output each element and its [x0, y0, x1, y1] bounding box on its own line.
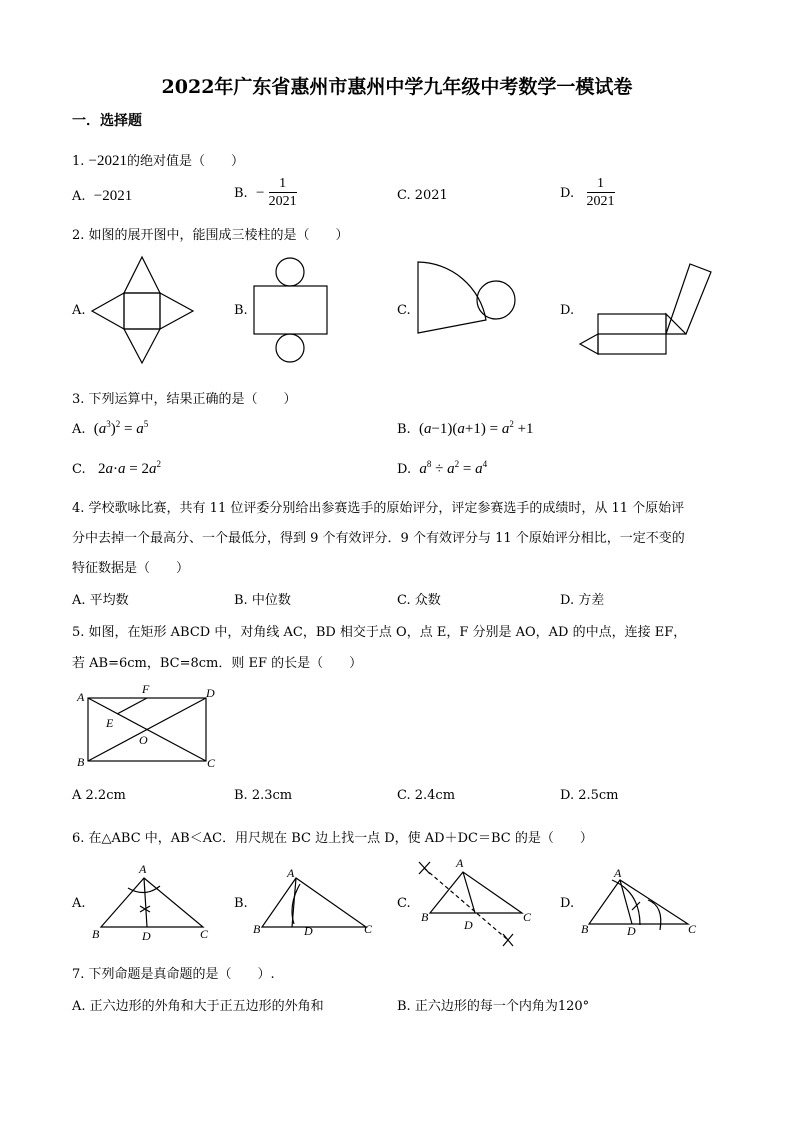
q4-option-c: C. 众数 [397, 593, 441, 608]
q1-option-a-value: −2021 [93, 188, 133, 204]
q5-label-f: F [142, 682, 150, 696]
q1-expression: −2021 [88, 153, 128, 169]
q4-option-a: A. 平均数 [72, 593, 129, 608]
q6c-label-b: B [421, 910, 429, 924]
q5-line1: 5. 如图，在矩形 ABCD 中，对角线 AC，BD 相交于点 O，点 E，F 分别是 AO，AD 的中点，连接 EF， [72, 625, 687, 640]
q6c-label-d: D [464, 918, 473, 932]
q3-option-a-expr: $(a^3)^2 = a^5$ [93, 419, 149, 437]
q5-line2: 若 AB=6cm，BC=8cm．则 EF 的长是（ ） [72, 656, 363, 671]
q1-b-denominator: 2021 [268, 194, 297, 209]
q2-option-a-label: A. [72, 303, 86, 318]
q5-label-o: O [139, 733, 148, 747]
q6b-label-b: B [253, 922, 261, 936]
q6-figure-a [101, 878, 203, 927]
q6-figure-c [419, 862, 522, 946]
q2-option-b-label: B. [234, 303, 248, 318]
q1-option-a-label: A. [72, 189, 86, 204]
q3-option-d-label: D. [397, 462, 412, 477]
q7-stem: 7. 下列命题是真命题的是（ ）. [72, 967, 275, 982]
q4-line1: 4. 学校歌咏比赛，共有 11 位评委分别给出参赛选手的原始评分，评定参赛选手的成绩时，从 11 个原始评 [72, 501, 685, 516]
q4-option-b: B. 中位数 [234, 593, 291, 608]
q6d-label-c: C [688, 922, 697, 936]
q5-label-b: B [77, 755, 85, 769]
q6c-label-a: A [456, 856, 464, 870]
page-title: 2022年广东省惠州市惠州中学九年级中考数学一模试卷 [161, 76, 633, 98]
q6b-label-a: A [287, 866, 295, 880]
section-heading: 一．选择题 [72, 113, 142, 129]
q6-option-b-label: B. [234, 896, 248, 911]
q6b-label-d: D [304, 924, 313, 938]
q6a-label-b: B [92, 927, 100, 941]
q6d-label-a: A [614, 866, 622, 880]
q5-label-e: E [106, 716, 114, 730]
q6-option-d-label: D. [560, 896, 575, 911]
q5-label-a: A [77, 690, 85, 704]
q4-line2: 分中去掉一个最高分、一个最低分，得到 9 个有效评分．9 个有效评分与 11 个原始评分相比，一定不变的 [72, 531, 685, 546]
q3-option-a-label: A. [72, 422, 86, 437]
q6-figure-b [262, 878, 366, 927]
q2-option-d-label: D. [560, 303, 575, 318]
q6a-label-a: A [139, 862, 147, 876]
q5-label-d: D [206, 686, 215, 700]
q3-stem: 3. 下列运算中，结果正确的是（ ） [72, 392, 297, 407]
q6c-label-c: C [523, 910, 532, 924]
q6d-label-d: D [627, 924, 636, 938]
q3-option-d-expr: $a^8 \div a^2 = a^4$ [419, 459, 488, 477]
q4-option-d: D. 方差 [560, 593, 605, 608]
q7-option-a: A. 正六边形的外角和大于正五边形的外角和 [72, 999, 324, 1014]
q1-d-numerator: 1 [587, 176, 615, 193]
q1-option-d-label: D. [560, 186, 575, 201]
q6-option-a-label: A. [72, 896, 86, 911]
q2-option-c-label: C. [397, 303, 411, 318]
q6-figure-d [589, 880, 688, 930]
q1-option-b-label: B. [234, 186, 248, 201]
q3-option-c-expr: $2a\cdot a = 2a^2$ [98, 459, 161, 477]
q5-option-a: A 2.2cm [72, 788, 126, 803]
q5-option-c: C. 2.4cm [397, 788, 456, 803]
q6-stem: 6. 在△ABC 中，AB＜AC．用尺规在 BC 边上找一点 D，使 AD＋DC＝BC 的是（ ） [72, 831, 593, 846]
q6a-label-d: D [142, 929, 151, 943]
q6d-label-b: B [581, 922, 589, 936]
q6a-label-c: C [200, 927, 209, 941]
q5-option-b: B. 2.3cm [234, 788, 293, 803]
q3-option-b-label: B. [397, 422, 411, 437]
q6b-label-c: C [364, 922, 373, 936]
q4-line3: 特征数据是（ ） [72, 561, 190, 576]
q1-option-c: C. 2021 [397, 188, 448, 203]
q1-d-denominator: 2021 [586, 194, 615, 209]
q1-text: 的绝对值是（ ） [127, 154, 245, 169]
q7-option-b: B. 正六边形的每一个内角为120° [397, 999, 590, 1014]
q5-label-c: C [207, 756, 216, 770]
q1-option-b-sign: − [255, 185, 265, 201]
q5-option-d: D. 2.5cm [560, 788, 619, 803]
q1-b-numerator: 1 [269, 176, 297, 193]
q3-option-b-expr: $(a-1)(a+1) = a^2 +1$ [418, 419, 534, 437]
q3-option-c-label: C. [72, 462, 86, 477]
q2-stem: 2. 如图的展开图中，能围成三棱柱的是（ ） [72, 228, 349, 243]
q6-option-c-label: C. [397, 896, 411, 911]
q1-number: 1. [72, 154, 85, 169]
